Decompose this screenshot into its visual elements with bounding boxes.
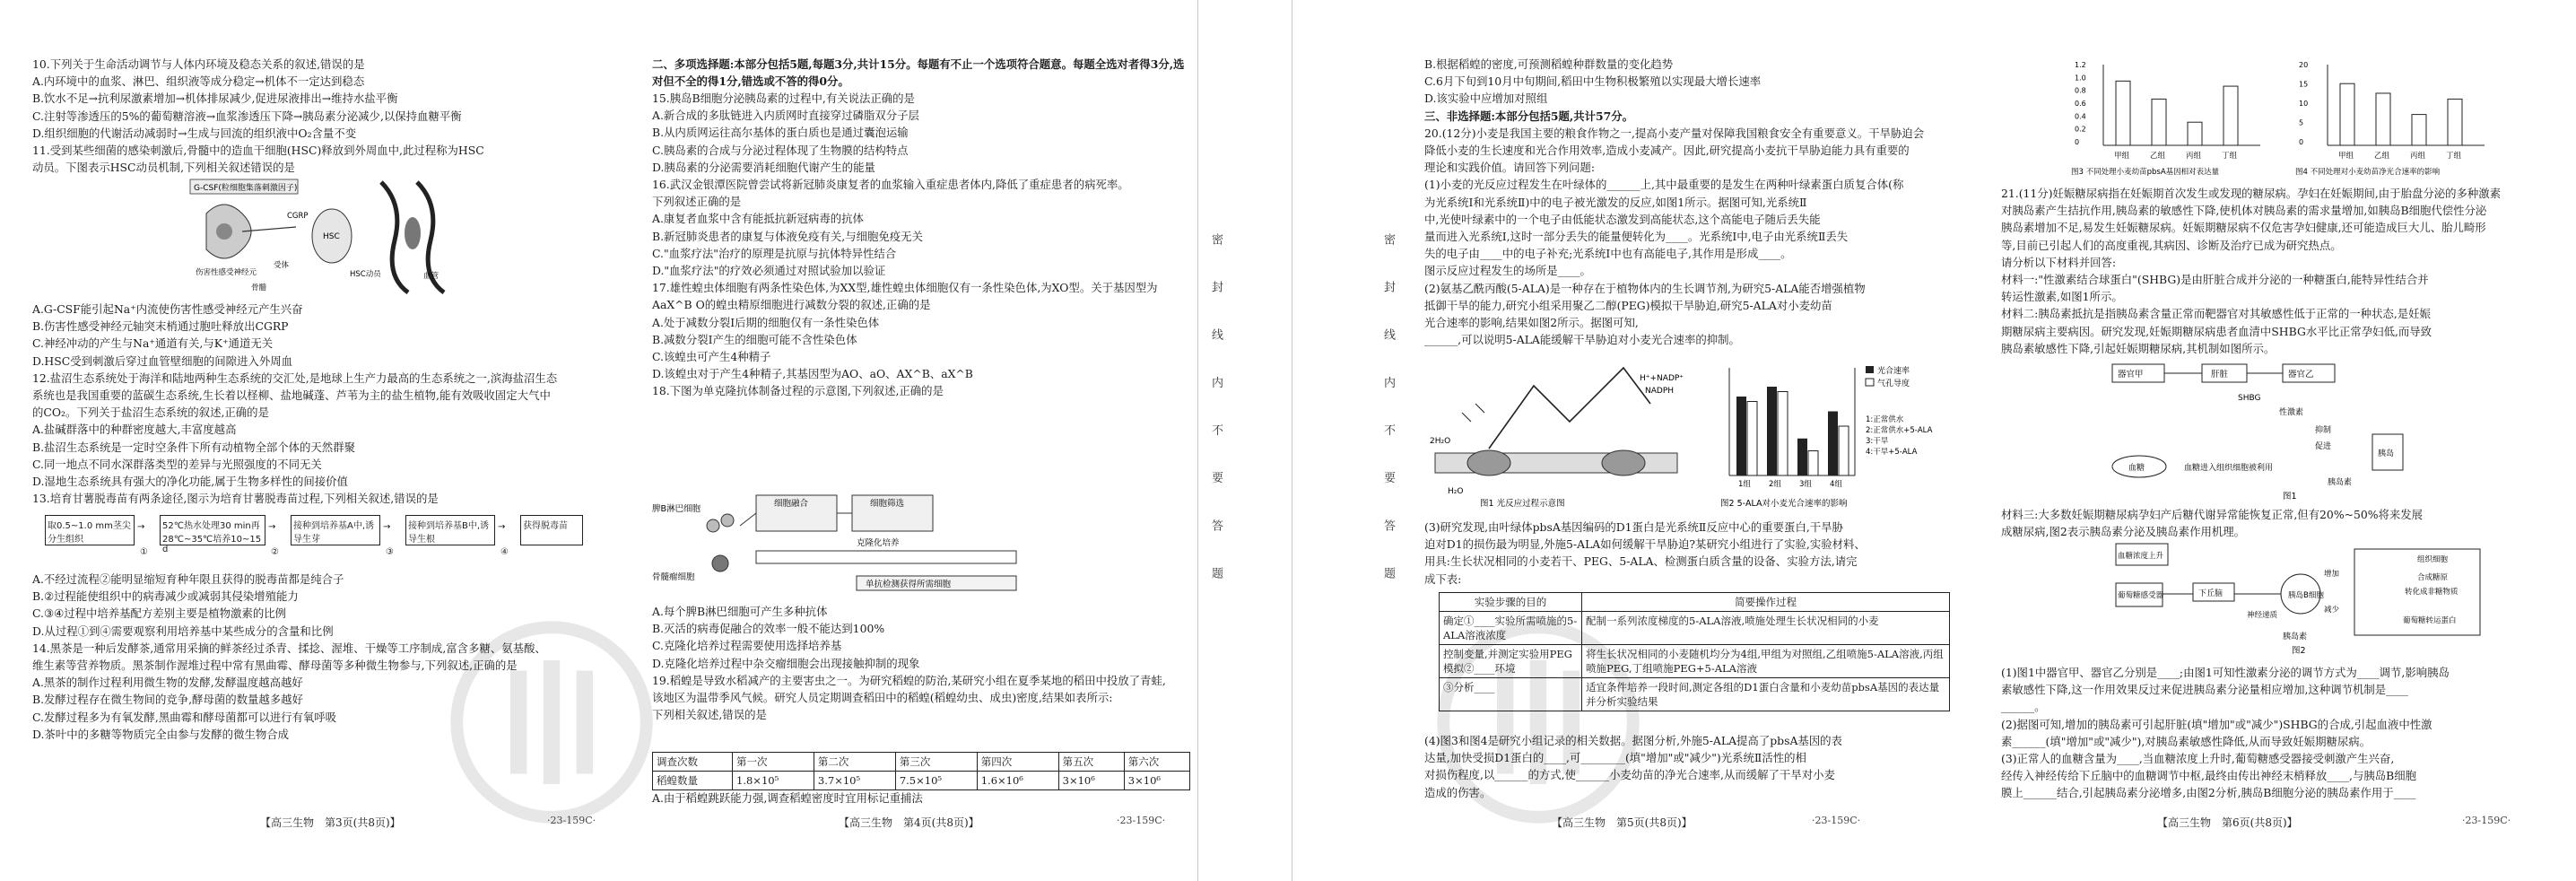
text-line: C.注射等渗透压的5%的葡萄糖溶液→血浆渗透压下降→胰岛素分泌减少,以保持血糖平衡 (32, 109, 462, 123)
text-line: B.②过程能使组织中的病毒减少或减弱其侵染增殖能力 (32, 589, 299, 604)
text-line: C.该蝗虫可产生4种精子 (652, 350, 771, 364)
glucose-label: 血糖 (2128, 464, 2145, 473)
bar (2412, 115, 2426, 145)
watermark-logo (448, 619, 655, 825)
y-tick: 0.8 (2075, 86, 2086, 95)
text-line: C.同一地点不同水深群落类型的差异与光照强度的不同无关 (32, 457, 322, 471)
y-tick: 0.4 (2075, 112, 2086, 121)
text-line: D."血浆疗法"的疗效必须通过对照试验加以验证 (652, 264, 886, 278)
table-cell: 3×10⁶ (1124, 772, 1189, 790)
text-line: 失的电子由____中的电子补充;光系统Ⅰ中也有高能电子,其作用是形成____。 (1424, 247, 1792, 261)
text-line: 经传入神经传给下丘脑中的血糖调节中枢,最终由传出神经末梢释放____,与胰岛B细胞 (2001, 769, 2417, 783)
text-line: (4)图3和图4是研究小组记录的相关数据。据图分析,外施5-ALA提高了pbsA基因的表 (1424, 734, 1842, 747)
arrow-icon: → (498, 522, 506, 532)
text-line: D.茶叶中的多糖等物质完全由参与发酵的微生物合成 (32, 727, 290, 741)
blood-sugar-label: 血糖浓度上升 (2118, 552, 2164, 561)
page-3-footer: 【高三生物 第3页(共8页)】 (260, 816, 401, 829)
bar-conductance (1778, 392, 1788, 476)
text-line: 材料二:胰岛素抵抗是指胰岛素含量正常而靶器官对其敏感性低于正常的一种状态,是妊娠 (2001, 307, 2431, 321)
text-line: A.每个脾B淋巴细胞可产生多种抗体 (652, 605, 828, 618)
text-line: A.盐碱群落中的种群密度越大,丰富度越高 (32, 423, 237, 437)
text-line: 成下表: (1424, 571, 1462, 586)
convert-label: 转化成非糖物质 (2405, 588, 2459, 597)
binding-char: 线 (1209, 328, 1223, 357)
binding-char: 内 (1381, 376, 1395, 405)
page-5 (1417, 0, 1991, 881)
shbg-mechanism-figure (2103, 359, 2480, 502)
binding-note-left (1207, 233, 1224, 595)
text-line: A.内环境中的血浆、淋巴、组织液等成分稳定→机体不一定达到稳态 (32, 74, 365, 89)
text-line: 16.武汉金银潭医院曾尝试将新冠肺炎康复者的血浆输入重症患者体内,降低了重症患者的病死率。 (652, 178, 1129, 192)
bar-rate (1828, 412, 1838, 476)
page-divider (1197, 0, 1198, 881)
table-cell: 第四次 (977, 753, 1058, 772)
text-line: 转运性激素,如图1所示。 (2001, 290, 2123, 304)
x-tick: 丁组 (2222, 152, 2238, 161)
page-6-code: ·23-159C· (2462, 815, 2511, 826)
text-line: 迫对D1的损伤最为明显,外施5-ALA如何缓解干旱胁迫?某研究小组进行了实验,实验材料、 (1424, 537, 1866, 552)
pbsa-expression-chart (2067, 59, 2274, 180)
increase-label: 增加 (2324, 570, 2340, 579)
page-4-questions-bottom (652, 603, 1199, 723)
text-line: 请分析以下材料并回答: (2001, 255, 2117, 269)
arrow-icon: → (268, 522, 276, 532)
clone-label: 克隆化培养 (857, 538, 900, 548)
text-line: 期糖尿病主要病因。研究发现,妊娠期糖尿病患者血清中SHBG水平比正常孕妇低,而导致 (2001, 324, 2432, 338)
islet-label: 胰岛B细胞 (2288, 591, 2324, 600)
bar-rate (1797, 439, 1807, 475)
group-note: 2:正常供水+5-ALA (1866, 426, 1933, 435)
page-6 (1996, 0, 2576, 881)
y-tick: 20 (2299, 61, 2309, 69)
synth-label: 合成糖原 (2417, 573, 2449, 582)
table-cell: 3×10⁶ (1058, 772, 1124, 790)
bar (2152, 99, 2166, 145)
locust-density-table (652, 752, 1190, 790)
photosynthesis-rate-chart (1702, 359, 1958, 510)
text-line: (3)正常人的血糖含量为____,当血糖浓度上升时,葡萄糖感受器接受刺激产生兴奋, (2001, 752, 2395, 766)
organ-b-label: 器官乙 (2288, 370, 2314, 379)
table-cell: 1.8×10⁵ (733, 772, 814, 790)
bar (2224, 86, 2238, 145)
group-note: 3:干旱 (1866, 437, 1889, 446)
x-tick: 丙组 (2410, 152, 2426, 161)
group-note: 4:干旱+5-ALA (1866, 448, 1918, 457)
binding-char: 密 (1209, 233, 1223, 261)
text-line: 抵御干旱的能力,研究小组采用聚乙二醇(PEG)模拟干旱胁迫,研究5-ALA对小麦幼苗 (1424, 298, 1832, 312)
table-cell: 第二次 (814, 753, 895, 772)
fig2-caption: 图2 5-ALA对小麦光合速率的影响 (1720, 499, 1848, 509)
legend-rate: 光合速率 (1877, 367, 1910, 376)
fig1-caption: 图1 光反应过程示意图 (1480, 499, 1565, 509)
table-header: 简要操作过程 (1582, 593, 1950, 612)
page-5-footer: 【高三生物 第5页(共8页)】 (1552, 816, 1693, 829)
table-cell: 7.5×10⁵ (895, 772, 977, 790)
table-cell: 第五次 (1058, 753, 1124, 772)
neuron-label: 伤害性感受神经元 (196, 268, 257, 277)
text-line: 11.受到某些细菌的感染刺激后,骨髓中的造血干细胞(HSC)释放到外周血中,此过程称为HSC (32, 144, 484, 158)
promote-label: 促进 (2315, 442, 2332, 451)
flow-step: 接种到培养基B中,诱导生根 (405, 515, 495, 545)
bar (2448, 99, 2462, 145)
fig-b-caption: 图2 (2292, 646, 2306, 656)
x-tick: 乙组 (2150, 152, 2166, 161)
y-tick: 10 (2299, 100, 2309, 108)
table-cell: 3.7×10⁵ (814, 772, 895, 790)
text-line: (1)图1中器官甲、器官乙分别是____;由图1可知性激素分泌的调节方式为____调节,影响胰岛 (2001, 666, 2450, 679)
insulin-b-label: 胰岛素 (2283, 632, 2308, 641)
text-line: 素______(填"增加"或"减少"),对胰岛素敏感性降低,从而导致妊娠期糖尿病。 (2001, 734, 2371, 748)
text-line: 量而进入光系统Ⅰ,这时一部分丢失的能量便转化为____。光系统Ⅰ中,电子由光系统Ⅱ丢失 (1424, 230, 1849, 244)
table-cell: 第三次 (895, 753, 977, 772)
cells-label: 血糖进入组织细胞被利用 (2184, 464, 2274, 473)
gcsf-label: G-CSF(粒细胞集落刺激因子) (194, 184, 298, 193)
text-line: 材料一:"性激素结合球蛋白"(SHBG)是由肝脏合成并分泌的一种糖蛋白,能特异性结合并 (2001, 273, 2429, 287)
bar (2376, 93, 2390, 145)
page-6-material-3 (2001, 506, 2562, 540)
page-5-questions-top (1424, 56, 1962, 348)
liver-label: 肝脏 (2211, 370, 2229, 379)
page-6-footer: 【高三生物 第6页(共8页)】 (2157, 816, 2298, 829)
insulin-secretion-figure (2112, 540, 2489, 657)
text-line: (1)小麦的光反应过程发生在叶绿体的______上,其中最重要的是发生在两种叶绿素蛋白质复合体(称 (1424, 178, 1904, 192)
page-4-questions-top (652, 90, 1199, 400)
text-line: A.康复者血浆中含有能抵抗新冠病毒的抗体 (652, 212, 864, 226)
binding-char: 密 (1381, 233, 1395, 261)
nerve-label: 神经递质 (2247, 611, 2278, 620)
binding-note-right (1379, 233, 1397, 595)
text-line: 膜上______结合,引起胰岛素分泌增多,由图2分析,胰岛B细胞分泌的胰岛素作用于____ (2001, 786, 2416, 800)
page-3-questions-mid (32, 301, 624, 507)
x-tick: 甲组 (2338, 152, 2354, 161)
y-tick: 0 (2299, 138, 2304, 146)
x-tick: 1组 (1738, 480, 1751, 489)
x-tick: 4组 (1830, 480, 1842, 489)
text-line: D.湿地生态系统具有强大的净化功能,属于生物多样性的间接价值 (32, 475, 348, 489)
x-tick: 2组 (1769, 480, 1781, 489)
text-line: C.神经冲动的产生与Na⁺通道有关,与K⁺通道无关 (32, 336, 274, 351)
flow-step: 接种到培养基A中,诱导生芽 (291, 515, 380, 545)
text-line: 素敏感性下降,这一作用效果反过来促进胰岛素分泌量相应增加,这种调节机制是____ (2001, 683, 2408, 697)
fusion-label: 细胞融合 (774, 499, 809, 509)
hsc-mobilization-figure (188, 178, 457, 294)
table-cell: 配制一系列浓度梯度的5-ALA溶液,喷施处理生长状况相同的小麦 (1582, 612, 1950, 645)
text-line: B.新冠肺炎患者的康复与体液免疫有关,与细胞免疫无关 (652, 229, 923, 243)
text-line: D.该蝗虫对于产生4种精子,其基因型为AO、aO、AX^B、aX^B (652, 367, 973, 381)
binding-char: 不 (1209, 423, 1223, 452)
page-6-questions-top (2001, 185, 2562, 357)
select-label: 细胞筛选 (870, 499, 905, 509)
text-line: ______,可以说明5-ALA能缓解干旱胁迫对小麦光合速率的抑制。 (1424, 333, 1740, 347)
table-row (1440, 593, 1950, 612)
text-line: A.由于稻蝗跳跃能力强,调查稻蝗密度时宜用标记重捕法 (652, 791, 923, 805)
table-cell: 1.6×10⁶ (977, 772, 1058, 790)
table-cell: 第六次 (1124, 753, 1189, 772)
table-row (653, 753, 1190, 772)
bar-conductance (1808, 451, 1818, 476)
text-line: 材料三:大多数妊娠期糖尿病孕妇产后糖代谢异常能恢复正常,但有20%~50%将来发展 (2001, 508, 2424, 521)
svg-text:NADPH: NADPH (1645, 387, 1675, 396)
text-line: A.G-CSF能引起Na⁺内流使伤害性感受神经元产生兴奋 (32, 302, 303, 316)
binding-char: 答 (1209, 519, 1223, 547)
text-line: 19.稻蝗是导致水稻减产的主要害虫之一。为研究稻蝗的防治,某研究小组在夏季某地的稻田中投放了青蛙, (652, 673, 1166, 687)
flow-step: 取0.5~1.0 mm茎尖分生组织 (45, 515, 135, 545)
text-line: A.不经过流程②能明显缩短育种年限且获得的脱毒苗都是纯合子 (32, 572, 344, 586)
bar-rate (1767, 387, 1777, 475)
text-line: ______。 (2001, 700, 2046, 714)
binding-char: 题 (1209, 566, 1223, 595)
sex-hormone-label: 性激素 (2279, 408, 2304, 417)
text-line: 13.培育甘薯脱毒苗有两条途径,图示为培育甘薯脱毒苗过程,下列相关叙述,错误的是 (32, 492, 439, 506)
hypothalamus-label: 下丘脑 (2198, 589, 2224, 598)
text-line: 胰岛素增加不足,易发生妊娠糖尿病。妊娠期糖尿病不仅危害孕妇健康,还可能造成巨大儿、胎儿畸形 (2001, 221, 2486, 235)
text-line: 等,目前已引起人们的高度重视,其病因、诊断及治疗已成为研究热点。 (2001, 238, 2342, 252)
arrow-icon: → (383, 522, 391, 532)
table-cell: 稻蝗数量 (653, 772, 733, 790)
virus-free-flow-diagram (45, 511, 601, 563)
text-line: 达量,加快受损D1蛋白的____,可________(填"增加"或"减少")光系统Ⅱ活性的相 (1424, 751, 1806, 765)
text-line: 下列相关叙述,错误的是 (652, 708, 767, 722)
page-6-questions-bottom (2001, 664, 2562, 802)
y-tick: 5 (2299, 118, 2304, 127)
decrease-label: 减少 (2324, 606, 2340, 615)
binding-char: 封 (1381, 281, 1395, 310)
x-tick: 乙组 (2374, 152, 2390, 161)
text-line: (3)研究发现,由叶绿体pbsA基因编码的D1蛋白是光系统Ⅱ反应中心的重要蛋白,干旱胁 (1424, 520, 1843, 534)
text-line: B.饮水不足→抗利尿激素增加→机体排尿减少,促进尿液排出→维持水盐平衡 (32, 92, 398, 106)
net-photosynthesis-chart (2292, 59, 2507, 180)
text-line: 12.盐沼生态系统处于海洋和陆地两种生态系统的交汇处,是地球上生产力最高的生态系统之一,滨海盐沼生态 (32, 371, 558, 385)
text-line: C.③④过程中培养基配方差别主要是植物激素的比例 (32, 606, 287, 621)
bar (2116, 81, 2130, 145)
page-4-footer: 【高三生物 第4页(共8页)】 (839, 816, 979, 829)
text-line: B.从内质网运往高尔基体的蛋白质也是通过囊泡运输 (652, 126, 909, 140)
x-tick: 3组 (1799, 480, 1812, 489)
y-tick: 1.2 (2075, 61, 2086, 69)
bar (2188, 122, 2202, 145)
page-3 (0, 0, 641, 881)
watermark-logo (1435, 619, 1641, 825)
monoclonal-antibody-diagram (650, 490, 1027, 596)
text-line: C."血浆疗法"治疗的原理是抗原与抗体特异性结合 (652, 246, 897, 260)
fig4-caption: 图4 不同处理对小麦幼苗净光合速率的影响 (2295, 168, 2441, 177)
text-line: 对损伤程度,以______的方式,使______小麦幼苗的净光合速率,从而缓解了干旱对小麦 (1424, 768, 1835, 782)
light-reaction-figure (1426, 359, 1695, 510)
spleen-cells-label: 脾B淋巴细胞 (652, 504, 701, 514)
text-line: B.减数分裂Ⅰ产生的细胞可能不含性染色体 (652, 332, 857, 346)
text-line: 21.(11分)妊娠糖尿病指在妊娠期首次发生或发现的糖尿病。孕妇在妊娠期间,由于胎盘分泌的多种激素 (2001, 187, 2502, 200)
text-line: B.根据稻蝗的密度,可预测稻蝗种群数量的变化趋势 (1424, 57, 1674, 71)
organ-a-label: 器官甲 (2118, 370, 2144, 379)
flow-step: 52℃热水处理30 min再28℃~35℃培养10~15 d (160, 515, 265, 545)
text-line: D.该实验中应增加对照组 (1424, 92, 1548, 106)
cgrp-label: CGRP (287, 212, 309, 221)
text-line: A.新合成的多肽链进入内质网时直接穿过磷脂双分子层 (652, 109, 919, 123)
x-tick: 丙组 (2186, 152, 2202, 161)
section-heading: 二、多项选择题:本部分包括5题,每题3分,共计15分。每题有不止一个选项符合题意。每题全选对者得3分,选对但不全的得1分,错选或不答的得0分。 (652, 57, 1185, 89)
y-tick: 15 (2299, 80, 2309, 89)
vessel-label: 血管 (423, 272, 439, 281)
flow-mark: ① (140, 547, 148, 557)
table-row (653, 772, 1190, 790)
text-line: D.组织细胞的代谢活动减弱时→生成与回流的组织液中O₂含量不变 (32, 126, 357, 140)
binding-char: 封 (1209, 281, 1223, 310)
text-line: C.发酵过程多为有氧发酵,黑曲霉和酵母菌都可以进行有氧呼吸 (32, 710, 337, 724)
text-line: 维生素等营养物质。黑茶制作渥堆过程中常有黑曲霉、酵母菌等多种微生物参与,下列叙述,正确的是 (32, 659, 518, 673)
text-line: (2)据图可知,增加的胰岛素可引起肝脏(填"增加"或"减少")SHBG的合成,引起血液中性激 (2001, 717, 2432, 731)
cell-label: 组织细胞 (2417, 555, 2449, 564)
hsc-label: HSC (323, 232, 340, 241)
text-line: 造成的伤害。 (1424, 785, 1492, 799)
text-line: 用具:生长状况相同的小麦若干、PEG、5-ALA、检测蛋白质含量的设备、实验方法,请完 (1424, 554, 1858, 569)
text-line: 理论和实践价值。请回答下列问题: (1424, 161, 1596, 175)
binding-char: 答 (1381, 519, 1395, 547)
y-tick: 0.6 (2075, 100, 2086, 108)
flow-mark: ② (271, 547, 279, 557)
text-line: 胰岛素敏感性下降,引起妊娠期糖尿病,其机制如图所示。 (2001, 341, 2276, 355)
binding-char: 内 (1209, 376, 1223, 405)
glucose-sensor-label: 葡萄糖感受器 (2118, 591, 2164, 600)
y-tick: 0 (2075, 138, 2080, 146)
text-line: 20.(12分)小麦是我国主要的粮食作物之一,提高小麦产量对保障我国粮食安全有重要意义。干旱胁迫会 (1424, 126, 1925, 140)
svg-text:2H₂O: 2H₂O (1430, 437, 1451, 446)
text-line: 10.下列关于生命活动调节与人体内环境及稳态关系的叙述,错误的是 (32, 57, 365, 71)
final-label: 单抗检测获得所需细胞 (866, 580, 952, 589)
bar-conductance (1839, 426, 1849, 475)
text-line: 中,光使叶绿素中的一个电子由低能状态激发到高能状态,这个高能电子随后丢失能 (1424, 212, 1821, 226)
text-line: A.黑茶的制作过程利用微生物的发酵,发酵温度越高越好 (32, 676, 303, 690)
text-line: AaX^B O的蝗虫精原细胞进行减数分裂的叙述,正确的是 (652, 298, 931, 312)
text-line: 18.下图为单克隆抗体制备过程的示意图,下列叙述,正确的是 (652, 384, 944, 398)
y-tick: 0.2 (2075, 125, 2086, 134)
table-header: 实验步骤的目的 (1440, 593, 1582, 612)
binding-char: 线 (1381, 328, 1395, 357)
bone-label: 骨髓 (251, 283, 267, 292)
bar-rate (1736, 397, 1746, 475)
text-line: 光合速率的影响,结果如图2所示。据图可知, (1424, 316, 1639, 330)
bar (2340, 83, 2354, 145)
page-3-questions-top (32, 56, 624, 176)
insulin-label: 胰岛素 (2328, 478, 2353, 487)
binding-char: 不 (1381, 423, 1395, 452)
flow-mark: ③ (386, 547, 394, 557)
text-line: C.克隆化培养过程需要使用选择培养基 (652, 639, 842, 653)
table-cell: 适宜条件培养一段时间,测定各组的D1蛋白含量和小麦幼苗pbsA基因的表达量并分析实验结果 (1582, 678, 1950, 711)
text-line: 三、非选择题:本部分包括5题,共计57分。 (1424, 109, 1634, 123)
text-line: (2)氨基乙酰丙酸(5-ALA)是一种存在于植物体内的生长调节剂,为研究5-ALA能否增强植物 (1424, 281, 1866, 295)
text-line: 的CO₂。下列关于盐沼生态系统的叙述,正确的是 (32, 406, 269, 420)
text-line: B.盐沼生态系统是一定时空条件下所有动植物全部个体的天然群聚 (32, 440, 355, 454)
receptor-label: 受体 (274, 261, 290, 270)
text-line: 该地区为温带季风气候。研究人员定期调查稻田中的稻蝗(稻蝗幼虫、成虫)密度,结果如表所示: (652, 691, 1113, 705)
text-line: B.灭活的病毒促融合的效率一般不能达到100% (652, 622, 885, 636)
text-line: D.HSC受到刺激后穿过血管壁细胞的间隙进入外周血 (32, 353, 293, 368)
text-line: 为光系统Ⅰ和光系统Ⅱ)中的电子被光激发的反应,如图1所示。据图可知,光系统Ⅱ (1424, 195, 1807, 209)
text-line: C.6月下旬到10月中旬期间,稻田中生物积极繁殖以实现最大增长速率 (1424, 74, 1762, 89)
text-line: 对胰岛素产生拮抗作用,胰岛素的敏感性下降,使机体对胰岛素的需求量增加,如胰岛B细胞代偿性分泌 (2001, 204, 2487, 218)
text-line: 下列叙述正确的是 (652, 195, 742, 209)
text-line: B.伤害性感受神经元轴突末梢通过胞吐释放出CGRP (32, 319, 289, 334)
table-cell: ③分析____ (1440, 678, 1582, 711)
x-tick: 甲组 (2114, 152, 2130, 161)
svg-text:H⁺+NADP⁺: H⁺+NADP⁺ (1640, 374, 1684, 383)
binding-char: 要 (1381, 471, 1395, 500)
flow-step: 获得脱毒苗 (520, 515, 583, 545)
fig3-caption: 图3 不同处理小麦幼苗pbsA基因相对表达量 (2071, 168, 2220, 177)
text-line: 14.黑茶是一种后发酵茶,通常用采摘的鲜茶经过杀青、揉捻、渥堆、干燥等工序制成,富含多糖、氨基酸、 (32, 641, 546, 655)
arrow-icon: → (137, 522, 145, 532)
text-line: 动员。下图表示HSC动员机制,下列相关叙述错误的是 (32, 161, 295, 175)
page-5-code: ·23-159C· (1812, 815, 1861, 826)
glucose-uptake-label: 葡萄糖转运蛋白 (2403, 616, 2457, 625)
text-line: B.发酵过程存在微生物间的竞争,酵母菌的数量越多越好 (32, 693, 303, 707)
page-4 (641, 0, 1215, 881)
text-line: 15.胰岛B细胞分泌胰岛素的过程中,有关说法正确的是 (652, 92, 915, 105)
table-cell: 第一次 (733, 753, 814, 772)
table-cell: 调查次数 (653, 753, 733, 772)
text-line: C.胰岛素的合成与分泌过程体现了生物膜的结构特点 (652, 143, 909, 157)
group-note: 1:正常供水 (1866, 415, 1904, 424)
table-cell: 确定①____实验所需喷施的5-ALA溶液浓度 (1440, 612, 1582, 645)
text-line: 17.雄性蝗虫体细胞有两条性染色体,为XX型,雄性蝗虫体细胞仅有一条性染色体,为XO型。关于基因型为 (652, 281, 1158, 295)
shbg-label: SHBG (2238, 394, 2261, 403)
text-line: 降低小麦的生长速度和光合作用效率,造成小麦减产。因此,研究提高小麦抗干旱胁迫能力具有重要的 (1424, 144, 1910, 158)
table-cell: 控制变量,并测定实验用PEG模拟②____环境 (1440, 645, 1582, 678)
bar-conductance (1747, 402, 1757, 476)
page-3-code: ·23-159C· (547, 815, 596, 826)
page-5-questions-q3 (1424, 519, 1962, 588)
inhibit-label: 抑制 (2315, 426, 2332, 435)
legend-cond: 气孔导度 (1877, 379, 1910, 388)
text-line: D.从过程①到④需要观察利用培养基中某些成分的含量和比例 (32, 624, 334, 638)
myeloma-label: 骨髓瘤细胞 (652, 572, 695, 582)
text-line: D.克隆化培养过程中杂交瘤细胞会出现接触抑制的现象 (652, 656, 920, 670)
y-tick: 1.0 (2075, 74, 2086, 83)
page-4-code: ·23-159C· (1117, 815, 1166, 826)
hsc-move-label: HSC动员 (350, 270, 381, 279)
binding-char: 题 (1381, 566, 1395, 595)
text-line: A.处于减数分裂Ⅰ后期的细胞仅有一条性染色体 (652, 315, 880, 329)
text-line: D.胰岛素的分泌需要消耗细胞代谢产生的能量 (652, 160, 875, 174)
flow-mark: ④ (500, 547, 509, 557)
text-line: 系统也是我国重要的蓝碳生态系统,生长着以柽柳、盐地碱蓬、芦苇为主的盐生植物,能有效吸收固定大气中 (32, 388, 551, 403)
table-cell: 将生长状况相同的小麦随机均分为4组,甲组为对照组,乙组喷施5-ALA溶液,丙组喷施PEG,丁组喷施PEG+5-ALA溶液 (1582, 645, 1950, 678)
x-tick: 丁组 (2446, 152, 2462, 161)
svg-text:H₂O: H₂O (1448, 487, 1464, 496)
pancreas-label: 胰岛 (2378, 449, 2395, 458)
text-line: 图示反应过程发生的场所是____。 (1424, 264, 1591, 278)
binding-char: 要 (1209, 471, 1223, 500)
text-line: 成糖尿病,图2表示胰岛素分泌及胰岛素作用机理。 (2001, 525, 2246, 539)
fig-a-caption: 图1 (2283, 492, 2297, 502)
